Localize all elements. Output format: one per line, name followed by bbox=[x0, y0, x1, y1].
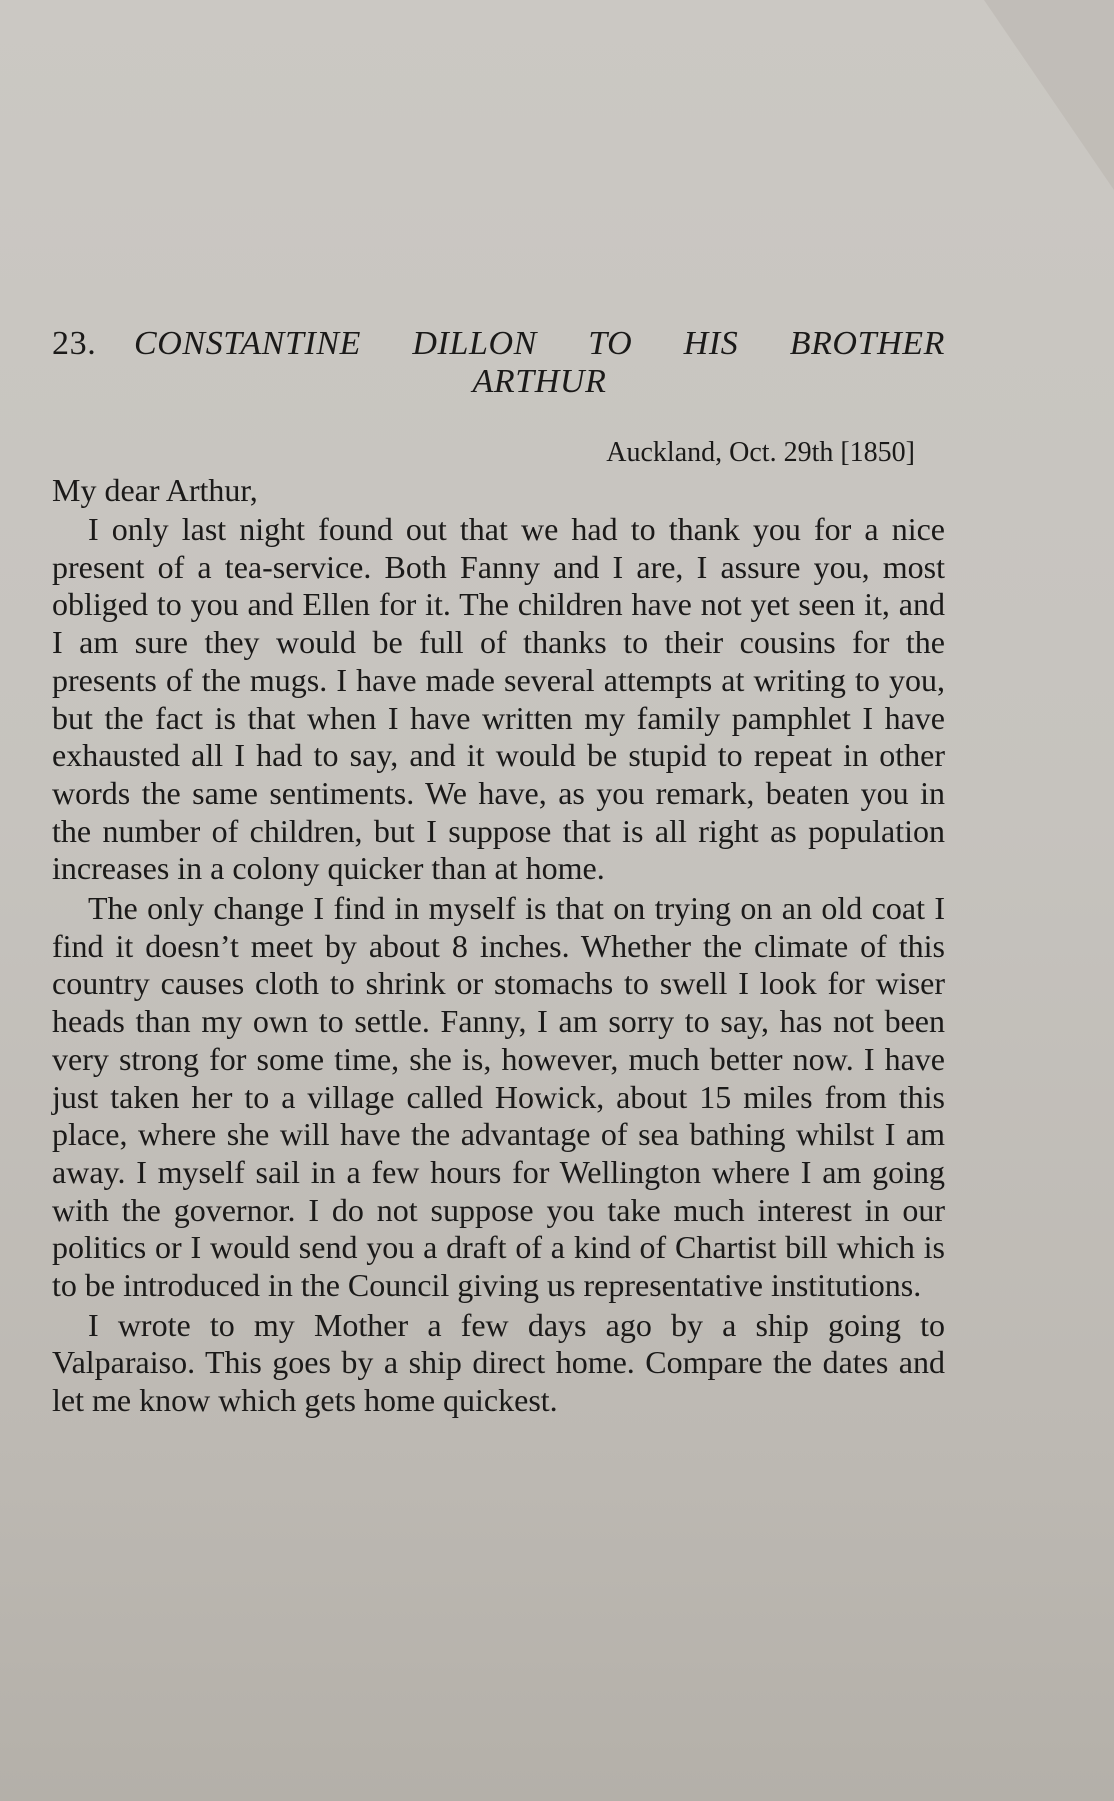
letter-number: 23. bbox=[52, 325, 97, 362]
page-corner-shadow bbox=[984, 0, 1114, 190]
salutation: My dear Arthur, bbox=[52, 472, 258, 508]
letter-heading bbox=[52, 325, 945, 401]
paragraph-1: I only last night found out that we had to thank you for a nice present of a tea-service. Both Fanny and I are, I assure you, most obliged to you and Ellen for it. The children have not yet seen it, and I am sure they would be full of thanks to their cousins for the presents of the mugs. I have made several attempts at writing to you, but the fact is that when I have written my family pamphlet I have exhausted all I had to say, and it would be stupid to repeat in other words the same sentiments. We have, as you remark, beaten you in the number of children, but I suppose that is all right as population increases in a colony quicker than at home. bbox=[52, 511, 945, 887]
letter-page bbox=[52, 325, 945, 1420]
dateline: Auckland, Oct. 29th [1850] bbox=[606, 437, 915, 468]
paragraph-3: I wrote to my Mother a few days ago by a ship going to Valparaiso. This goes by a ship direct home. Compare the dates and let me know which gets home quickest. bbox=[52, 1306, 945, 1419]
paragraph-2: The only change I find in myself is that on trying on an old coat I find it doesn’t meet by about 8 inches. Whether the climate of this country causes cloth to shrink or stomachs to swell I look for wiser heads than my own to settle. Fanny, I am sorry to say, has not been very strong for some time, she is, however, much better now. I have just taken her to a village called Howick, about 15 miles from this place, where she will have the advantage of sea bathing whilst I am away. I myself sail in a few hours for Wellington where I am going with the governor. I do not suppose you take much interest in our politics or I would send you a draft of a kind of Chartist bill which is to be introduced in the Council giving us representative institutions. bbox=[52, 890, 945, 1304]
letter-title: CONSTANTINE DILLON TO HIS BROTHER ARTHUR bbox=[134, 325, 945, 400]
